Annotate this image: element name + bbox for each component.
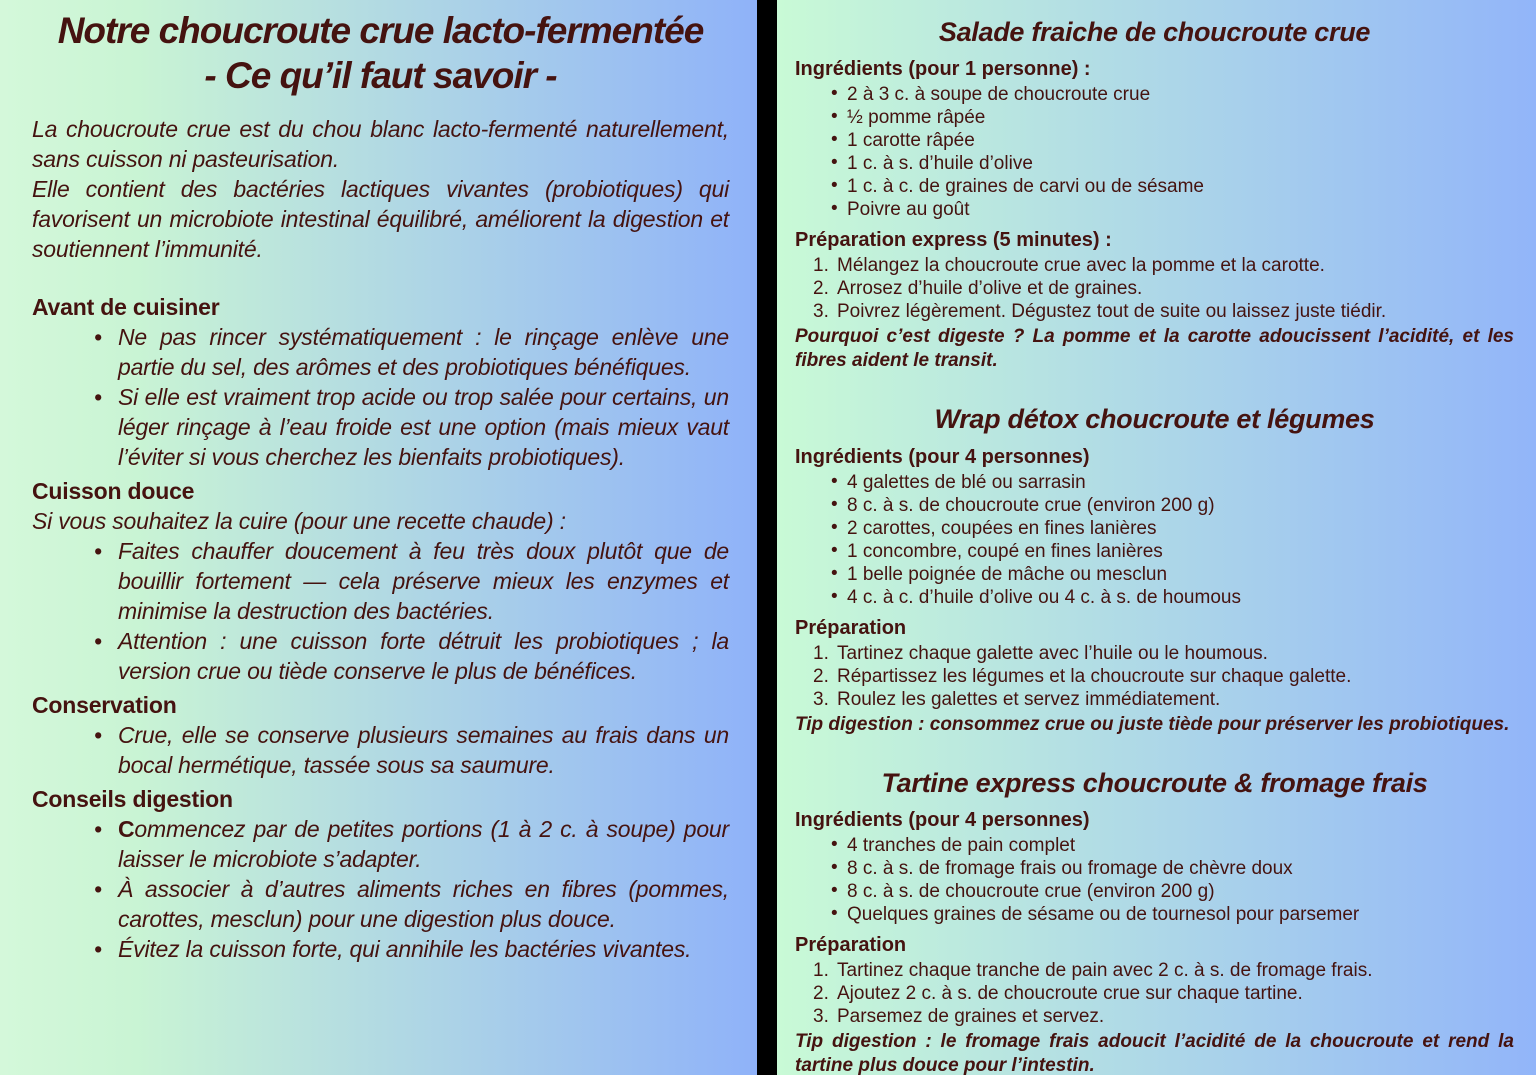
info-panel: [0, 0, 757, 1075]
ingredient-item: • 4 c. à c. d’huile d’olive ou 4 c. à s. de houmous: [831, 586, 1514, 609]
step-item: Parsemez de graines et servez.: [837, 1006, 1105, 1028]
section-heading-conseils-digestion: Conseils digestion: [32, 786, 233, 813]
steps-list: [795, 642, 1514, 711]
ingredient-item: • 8 c. à s. de choucroute crue (environ 200 g): [831, 494, 1514, 517]
section-heading-avant-de-cuisiner: Avant de cuisiner: [32, 294, 220, 321]
section-list-conservation: [32, 720, 729, 780]
recipe-title: Tartine express choucroute & fromage frais: [881, 767, 1428, 798]
bullet-item: • Crue, elle se conserve plusieurs semaines au frais dans un bocal hermétique, tassée sous sa saumure.: [94, 720, 729, 780]
ingredient-item: • 4 tranches de pain complet: [831, 834, 1514, 857]
ingredient-item: • 1 c. à s. d’huile d’olive: [831, 152, 1514, 175]
steps-list: [795, 959, 1514, 1028]
bullet-item: • Faites chauffer doucement à feu très doux plutôt que de bouillir fortement — cela préserve mieux les enzymes et minimise la destruction des bactéries.: [94, 536, 729, 626]
bullet-item: [94, 814, 729, 874]
recipe-title: Salade fraiche de choucroute crue: [938, 17, 1371, 47]
page-title: [32, 8, 729, 98]
step-item: Tartinez chaque galette avec l’huile ou le houmous.: [837, 642, 1268, 664]
preparation-heading: Préparation: [795, 616, 907, 639]
intro-block: [32, 114, 729, 264]
ingredient-item: • 1 concombre, coupé en fines lanières: [831, 540, 1514, 563]
bullet-bold-initial: C: [118, 816, 135, 843]
ingredient-item: • 1 carotte râpée: [831, 129, 1514, 152]
bullet-item: • Ne pas rincer systématiquement : le rinçage enlève une partie du sel, des arômes et des probiotiques bénéfiques.: [94, 322, 729, 382]
step-item: Ajoutez 2 c. à s. de choucroute crue sur chaque tartine.: [837, 983, 1303, 1005]
ingredients-list: [795, 834, 1514, 926]
bullet-item: • Attention : une cuisson forte détruit les probiotiques ; la version crue ou tiède conserve le plus de bénéfices.: [94, 626, 729, 686]
preparation-heading: Préparation: [795, 934, 907, 957]
intro-paragraph: La choucroute crue est du chou blanc lacto-fermenté naturellement, sans cuisson ni pasteurisation.: [32, 116, 729, 173]
steps-list: [795, 254, 1514, 323]
step-item: Répartissez les légumes et la choucroute sur chaque galette.: [837, 665, 1352, 687]
section-lead-cuisson-douce: Si vous souhaitez la cuire (pour une recette chaude) :: [32, 508, 566, 535]
step-item: Roulez les galettes et servez immédiatement.: [837, 688, 1221, 710]
step-item: Arrosez d’huile d’olive et de graines.: [837, 278, 1143, 300]
step-item: Mélangez la choucroute crue avec la pomme et la carotte.: [837, 255, 1325, 277]
ingredient-item: • 8 c. à s. de choucroute crue (environ 200 g): [831, 880, 1514, 903]
section-list-conseils-digestion: [32, 814, 729, 964]
ingredient-item: • 1 c. à c. de graines de carvi ou de sésame: [831, 175, 1514, 198]
bullet-item: • Évitez la cuisson forte, qui annihile les bactéries vivantes.: [94, 934, 729, 964]
section-heading-cuisson-douce: Cuisson douce: [32, 478, 195, 505]
section-list-avant-de-cuisiner: [32, 322, 729, 472]
digestion-tip: Tip digestion : le fromage frais adoucit l’acidité de la choucroute et rend la tartine plus douce pour l’intestin.: [795, 1031, 1514, 1075]
ingredients-heading: Ingrédients (pour 1 personne) :: [795, 58, 1091, 81]
ingredient-item: • ½ pomme râpée: [831, 106, 1514, 129]
bullet-item: • À associer à d’autres aliments riches en fibres (pommes, carottes, mesclun) pour une digestion plus douce.: [94, 874, 729, 934]
recipe-card-wrap: [795, 403, 1514, 736]
ingredient-item: • 8 c. à s. de fromage frais ou fromage de chèvre doux: [831, 857, 1514, 880]
preparation-heading: Préparation express (5 minutes) :: [795, 229, 1112, 252]
page-title-line2: - Ce qu’il faut savoir -: [204, 55, 557, 97]
bullet-text: ommencez par de petites portions (1 à 2 c. à soupe) pour laisser le microbiote s’adapter.: [118, 816, 729, 873]
ingredient-item: • 4 galettes de blé ou sarrasin: [831, 471, 1514, 494]
recipe-title: Wrap détox choucroute et légumes: [934, 404, 1375, 435]
digestion-tip: Pourquoi c’est digeste ? La pomme et la carotte adoucissent l’acidité, et les fibres aident le transit.: [795, 326, 1514, 372]
ingredients-list: [795, 471, 1514, 609]
ingredients-list: [795, 83, 1514, 221]
ingredient-item: • Quelques graines de sésame ou de tournesol pour parsemer: [831, 903, 1514, 926]
step-item: Poivrez légèrement. Dégustez tout de suite ou laissez juste tiédir.: [837, 301, 1387, 323]
ingredient-item: • 1 belle poignée de mâche ou mesclun: [831, 563, 1514, 586]
bullet-item: • Si elle est vraiment trop acide ou trop salée pour certains, un léger rinçage à l’eau froide est une option (mais mieux vaut l’éviter si vous cherchez les bienfaits probiotiques).: [94, 382, 729, 472]
ingredient-item: • Poivre au goût: [831, 198, 1514, 221]
intro-paragraph: Elle contient des bactéries lactiques vivantes (probiotiques) qui favorisent un microbiote intestinal équilibré, améliorent la digestion et soutiennent l’immunité.: [32, 176, 729, 263]
ingredient-item: • 2 à 3 c. à soupe de choucroute crue: [831, 83, 1514, 106]
recipes-panel: [777, 0, 1536, 1075]
step-item: Tartinez chaque tranche de pain avec 2 c. à s. de fromage frais.: [837, 960, 1373, 982]
digestion-tip: Tip digestion : consommez crue ou juste tiède pour préserver les probiotiques.: [795, 713, 1510, 735]
section-list-cuisson-douce: [32, 536, 729, 686]
ingredient-item: • 2 carottes, coupées en fines lanières: [831, 517, 1514, 540]
page-title-line1: Notre choucroute crue lacto-fermentée: [57, 10, 704, 51]
panel-divider: [757, 0, 777, 1075]
ingredients-heading: Ingrédients (pour 4 personnes): [795, 445, 1090, 468]
recipe-card-tartine: [795, 767, 1514, 1075]
section-heading-conservation: Conservation: [32, 692, 177, 719]
ingredients-heading: Ingrédients (pour 4 personnes): [795, 809, 1090, 832]
recipe-card-salade: [795, 16, 1514, 373]
